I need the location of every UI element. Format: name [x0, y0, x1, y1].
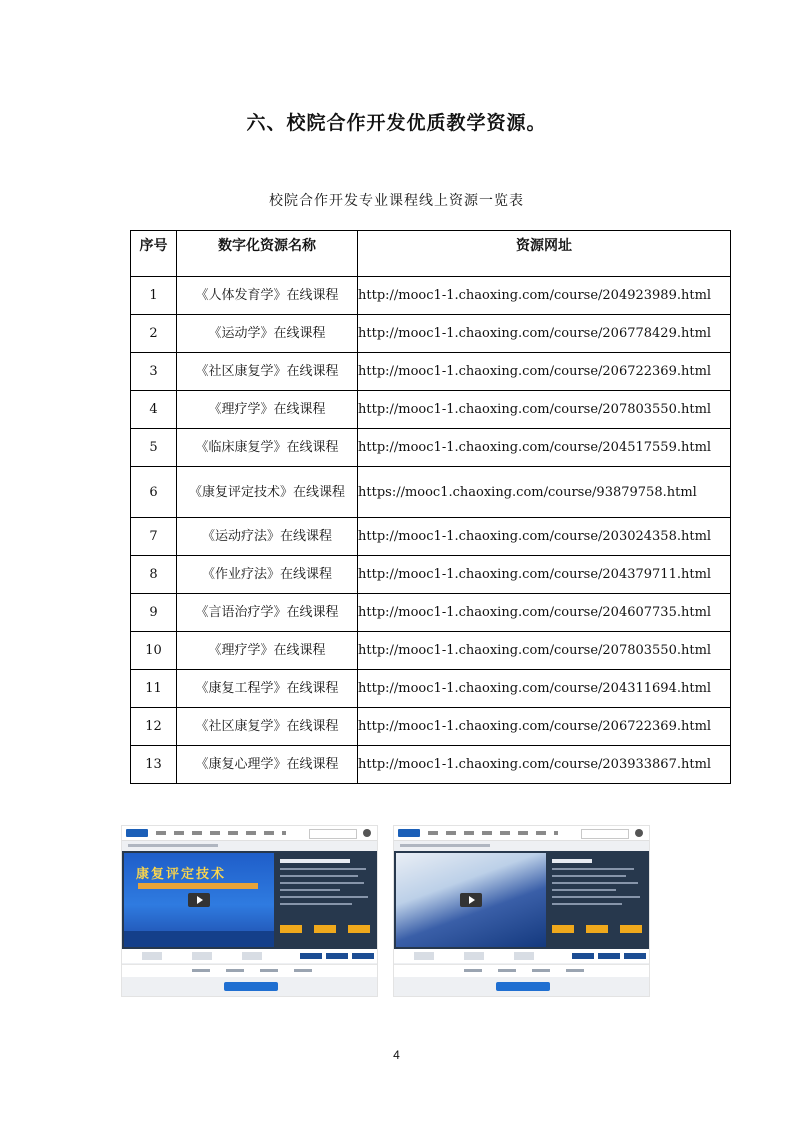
- avatar: [635, 829, 643, 837]
- site-nav: [428, 831, 558, 835]
- course-name: 《作业疗法》在线课程: [177, 556, 358, 594]
- avatar: [363, 829, 371, 837]
- play-icon: [188, 893, 210, 907]
- table-row: [131, 353, 731, 391]
- course-name: 《人体发育学》在线课程: [177, 277, 358, 315]
- site-logo: [126, 829, 148, 837]
- table-row: [131, 670, 731, 708]
- table-row: [131, 429, 731, 467]
- course-url[interactable]: http://mooc1-1.chaoxing.com/course/207803550.html: [358, 632, 731, 670]
- action-buttons: [552, 925, 642, 933]
- action-buttons: [280, 925, 370, 933]
- course-page-screenshot-right: [393, 825, 650, 997]
- row-number: 8: [131, 556, 177, 594]
- course-url[interactable]: http://mooc1-1.chaoxing.com/course/203024358.html: [358, 518, 731, 556]
- course-name: 《康复心理学》在线课程: [177, 746, 358, 784]
- course-banner: [122, 851, 377, 949]
- course-name: 《运动学》在线课程: [177, 315, 358, 353]
- row-number: 13: [131, 746, 177, 784]
- course-url[interactable]: https://mooc1.chaoxing.com/course/93879758.html: [358, 467, 731, 518]
- course-url[interactable]: http://mooc1-1.chaoxing.com/course/204923989.html: [358, 277, 731, 315]
- course-url[interactable]: http://mooc1-1.chaoxing.com/course/204311694.html: [358, 670, 731, 708]
- row-number: 6: [131, 467, 177, 518]
- page-number: 4: [393, 1048, 400, 1062]
- site-header: [394, 826, 649, 841]
- row-number: 12: [131, 708, 177, 746]
- table-row: [131, 746, 731, 784]
- table-header-row: [131, 231, 731, 277]
- table-row: [131, 315, 731, 353]
- row-number: 7: [131, 518, 177, 556]
- stats-bar: [394, 949, 649, 963]
- row-number: 10: [131, 632, 177, 670]
- course-info: [552, 859, 642, 910]
- course-url[interactable]: http://mooc1-1.chaoxing.com/course/206778429.html: [358, 315, 731, 353]
- course-name: 《康复评定技术》在线课程: [177, 467, 358, 518]
- breadcrumb: [400, 844, 490, 847]
- site-header: [122, 826, 377, 841]
- section-heading: 六、校院合作开发优质教学资源。: [246, 112, 547, 134]
- course-url[interactable]: http://mooc1-1.chaoxing.com/course/204379711.html: [358, 556, 731, 594]
- breadcrumb: [128, 844, 218, 847]
- table-row: [131, 518, 731, 556]
- table-row: [131, 556, 731, 594]
- course-url[interactable]: http://mooc1-1.chaoxing.com/course/206722369.html: [358, 708, 731, 746]
- play-icon: [460, 893, 482, 907]
- table-caption: 校院合作开发专业课程线上资源一览表: [269, 193, 524, 209]
- header-resource-name: 数字化资源名称: [177, 231, 358, 277]
- cover-title: 康复评定技术: [136, 867, 227, 882]
- intro-pill: [224, 982, 278, 991]
- table-row: [131, 708, 731, 746]
- stats-bar: [122, 949, 377, 963]
- site-logo: [398, 829, 420, 837]
- course-name: 《理疗学》在线课程: [177, 632, 358, 670]
- site-nav: [156, 831, 286, 835]
- course-url[interactable]: http://mooc1-1.chaoxing.com/course/207803550.html: [358, 391, 731, 429]
- course-name: 《理疗学》在线课程: [177, 391, 358, 429]
- table-row: [131, 277, 731, 315]
- course-banner: [394, 851, 649, 949]
- row-number: 9: [131, 594, 177, 632]
- course-cover: [124, 853, 274, 947]
- row-number: 4: [131, 391, 177, 429]
- course-info: [280, 859, 370, 910]
- row-number: 5: [131, 429, 177, 467]
- course-name: 《运动疗法》在线课程: [177, 518, 358, 556]
- course-name: 《临床康复学》在线课程: [177, 429, 358, 467]
- course-url[interactable]: http://mooc1-1.chaoxing.com/course/204607735.html: [358, 594, 731, 632]
- cover-subtitle-bar: [138, 883, 258, 889]
- search-box: [581, 829, 629, 839]
- row-number: 11: [131, 670, 177, 708]
- cover-footer: [124, 931, 274, 947]
- resource-table: [130, 230, 731, 784]
- header-resource-url: 资源网址: [358, 231, 731, 277]
- header-index: 序号: [131, 231, 177, 277]
- table-row: [131, 632, 731, 670]
- row-number: 1: [131, 277, 177, 315]
- table-row: [131, 467, 731, 518]
- course-name: 《言语治疗学》在线课程: [177, 594, 358, 632]
- course-url[interactable]: http://mooc1-1.chaoxing.com/course/206722369.html: [358, 353, 731, 391]
- course-page-screenshot-left: [121, 825, 378, 997]
- row-number: 3: [131, 353, 177, 391]
- course-tabs: [394, 964, 649, 977]
- course-name: 《社区康复学》在线课程: [177, 708, 358, 746]
- table-row: [131, 391, 731, 429]
- course-url[interactable]: http://mooc1-1.chaoxing.com/course/203933867.html: [358, 746, 731, 784]
- row-number: 2: [131, 315, 177, 353]
- search-box: [309, 829, 357, 839]
- course-name: 《康复工程学》在线课程: [177, 670, 358, 708]
- course-name: 《社区康复学》在线课程: [177, 353, 358, 391]
- course-cover-photo: [396, 853, 546, 947]
- course-url[interactable]: http://mooc1-1.chaoxing.com/course/204517559.html: [358, 429, 731, 467]
- table-row: [131, 594, 731, 632]
- course-tabs: [122, 964, 377, 977]
- intro-pill: [496, 982, 550, 991]
